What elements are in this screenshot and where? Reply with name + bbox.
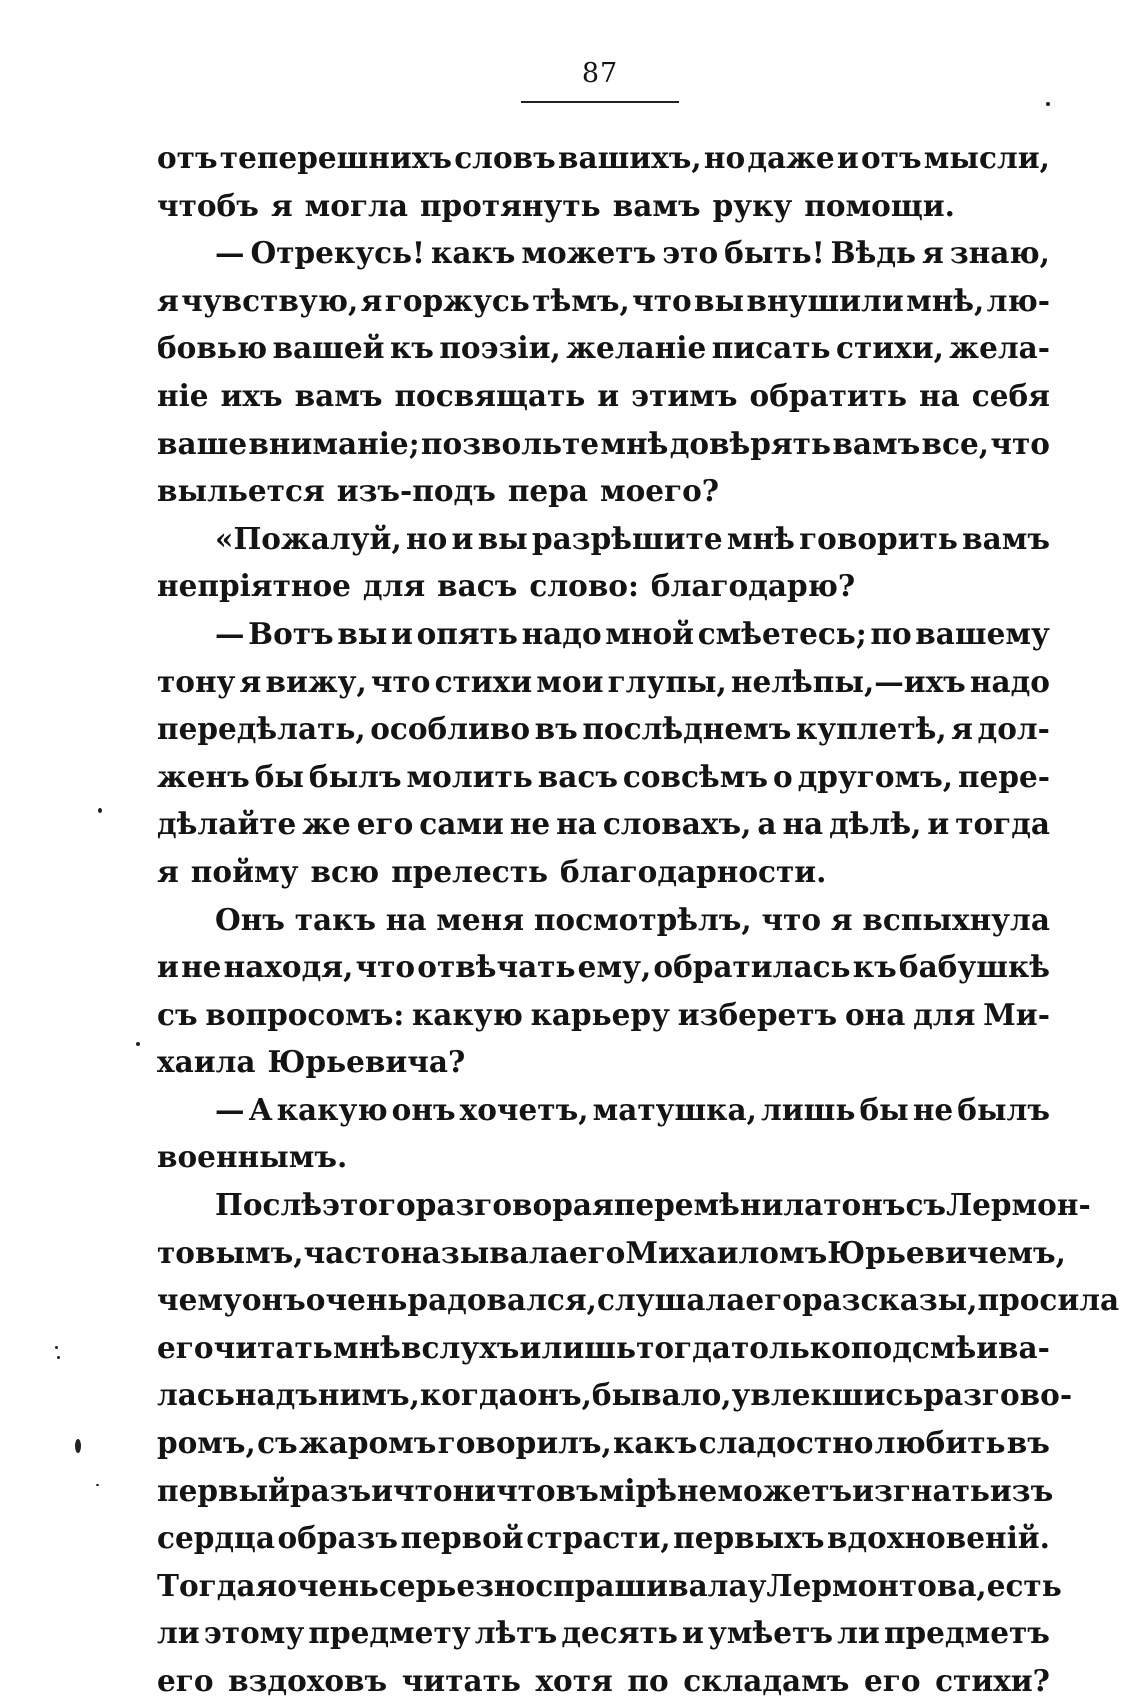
word: разрѣшите xyxy=(532,520,723,556)
word: я xyxy=(360,282,383,318)
word: мнѣ, xyxy=(906,282,985,318)
word: ему, xyxy=(577,949,652,985)
word: очень xyxy=(277,1567,379,1603)
word: и xyxy=(927,806,950,842)
word: изъ xyxy=(989,1472,1054,1508)
text-line xyxy=(157,1514,1050,1562)
word: Юрьевичемъ, xyxy=(827,1234,1066,1270)
word: васъ xyxy=(437,568,518,604)
word: нимъ, xyxy=(317,1377,420,1413)
word: Лермонтова, xyxy=(766,1567,987,1603)
word: Онъ xyxy=(215,901,285,937)
word: послѣднемъ xyxy=(582,711,792,747)
word: въ xyxy=(555,1472,599,1508)
word: ромъ, xyxy=(157,1425,256,1461)
word: теперешнихъ xyxy=(219,140,452,175)
word: вашихъ, xyxy=(557,140,702,175)
word: мірѣ xyxy=(598,1472,677,1508)
word: дѣлайте xyxy=(157,806,297,842)
word: разгово- xyxy=(923,1377,1073,1413)
word: изъ-подъ xyxy=(336,473,496,509)
word: любить xyxy=(874,1425,1006,1461)
text-line xyxy=(157,277,1050,325)
word: протянуть xyxy=(419,187,601,223)
word: «Пожалуй, xyxy=(215,520,402,556)
text-line xyxy=(157,562,1050,610)
word: онъ xyxy=(391,1091,456,1127)
word: хотя xyxy=(535,1663,613,1698)
word: Вѣдь xyxy=(830,235,917,271)
word: читать xyxy=(213,1329,333,1365)
text-line xyxy=(157,372,1050,420)
word: когда xyxy=(419,1377,518,1413)
word: ихъ xyxy=(220,377,283,413)
word: вамъ xyxy=(612,187,701,223)
word: вамъ xyxy=(962,520,1050,556)
word: вашей xyxy=(272,330,385,366)
word: карьеру xyxy=(530,996,670,1032)
word: быть! xyxy=(724,235,825,271)
word: жаромъ xyxy=(298,1425,437,1461)
word: прелесть xyxy=(391,853,549,889)
word: подсмѣива- xyxy=(850,1329,1050,1365)
word: онъ, xyxy=(517,1377,592,1413)
word: тогда xyxy=(955,806,1050,842)
word: хочетъ, xyxy=(459,1091,589,1127)
word: горжусь xyxy=(384,282,530,318)
text-line xyxy=(157,1657,1050,1705)
scan-speck xyxy=(98,808,102,813)
word: благодарности. xyxy=(560,853,827,889)
word: такъ xyxy=(294,901,377,937)
word: складамъ xyxy=(683,1663,850,1698)
word: умѣетъ xyxy=(708,1615,833,1651)
word: говорилъ, xyxy=(437,1425,612,1461)
text-line xyxy=(157,610,1050,658)
word: словахъ, xyxy=(602,806,752,842)
text-line xyxy=(157,1371,1073,1419)
word: особливо xyxy=(370,711,531,747)
word: серьезно xyxy=(378,1567,536,1603)
word: вниманіе; xyxy=(248,425,420,461)
word: внушили xyxy=(746,282,904,318)
scan-speck xyxy=(96,1484,99,1486)
word: — xyxy=(215,235,245,271)
word: хаила xyxy=(157,1044,256,1080)
word: я xyxy=(951,711,973,747)
word: лишь xyxy=(760,1091,856,1127)
word: называла xyxy=(400,1234,569,1270)
word: на xyxy=(556,806,597,842)
word: этого xyxy=(322,1187,416,1223)
word: сердца xyxy=(157,1520,275,1556)
word: товымъ, xyxy=(157,1234,304,1270)
word: вздоховъ xyxy=(228,1663,388,1698)
scan-speck xyxy=(75,1439,81,1453)
word: нелѣпы,—ихъ xyxy=(730,663,966,699)
text-line xyxy=(157,658,1050,706)
word: выльется xyxy=(157,473,325,509)
word: ніе xyxy=(157,377,209,413)
word: его xyxy=(157,1329,214,1365)
text-line xyxy=(157,800,1050,848)
word: десять xyxy=(561,1615,678,1651)
word: а xyxy=(757,806,777,842)
word: бабушкѣ xyxy=(898,949,1050,985)
word: для xyxy=(362,568,426,604)
word: мысли, xyxy=(923,140,1050,175)
word: что xyxy=(761,901,822,937)
word: я xyxy=(270,187,293,223)
word: тону xyxy=(157,663,236,699)
word: вы xyxy=(337,615,388,651)
word: его xyxy=(356,806,414,842)
word: его xyxy=(157,1663,214,1698)
word: совсѣмъ xyxy=(622,758,769,794)
word: разсказы, xyxy=(801,1282,978,1318)
word: Лермон- xyxy=(946,1187,1091,1223)
word: стихи xyxy=(434,663,533,699)
word: какую xyxy=(411,996,523,1032)
word: всю xyxy=(310,853,380,889)
word: моего? xyxy=(599,473,720,509)
text-line xyxy=(157,1324,1050,1372)
word: знаю, xyxy=(949,235,1050,271)
word: ваше xyxy=(157,425,248,461)
word: женъ xyxy=(157,758,250,794)
word: и xyxy=(371,1472,394,1508)
word: первыхъ xyxy=(673,1520,825,1556)
word: и xyxy=(391,615,413,651)
word: Вотъ xyxy=(248,615,334,651)
text-line xyxy=(157,1467,1054,1515)
scan-speck xyxy=(136,1042,140,1046)
word: непріятное xyxy=(157,568,351,604)
word: спрашивала xyxy=(535,1567,748,1603)
text-line xyxy=(157,943,1050,991)
word: вашему xyxy=(915,615,1050,651)
word: меня xyxy=(436,901,525,937)
word: и xyxy=(157,949,179,985)
word: позвольте xyxy=(420,425,600,461)
word: матушка, xyxy=(592,1091,757,1127)
word: глупы, xyxy=(607,663,727,699)
header-rule xyxy=(521,101,679,103)
word: даже xyxy=(747,140,835,175)
text-line xyxy=(157,134,1050,182)
word: страсти, xyxy=(526,1520,671,1556)
word: ничто xyxy=(452,1472,556,1508)
word: Юрьевича? xyxy=(267,1044,466,1080)
word: слушала xyxy=(596,1282,746,1318)
word: руку xyxy=(712,187,793,223)
word: ли xyxy=(837,1615,880,1651)
word: и xyxy=(519,1329,542,1365)
word: я xyxy=(157,282,179,318)
word: но xyxy=(703,140,746,175)
text-line xyxy=(157,420,1050,468)
word: какъ xyxy=(431,235,516,271)
text-line xyxy=(157,1609,1050,1657)
word: можетъ xyxy=(521,235,657,271)
word: смѣетесь; xyxy=(697,615,867,651)
text-line xyxy=(157,1038,1050,1086)
word: и xyxy=(451,520,474,556)
word: посвящать xyxy=(394,377,586,413)
text-line xyxy=(157,705,1050,753)
word: съ xyxy=(257,1425,298,1461)
word: мной xyxy=(605,615,695,651)
word: его xyxy=(568,1234,626,1270)
word: А xyxy=(248,1091,273,1127)
word: предметъ xyxy=(883,1615,1050,1651)
word: опять xyxy=(416,615,518,651)
word: вспыхнула xyxy=(862,901,1050,937)
word: находя, xyxy=(223,949,354,985)
word: чувствую, xyxy=(181,282,359,318)
word: но xyxy=(405,520,448,556)
body-text xyxy=(157,134,1120,1705)
word: сами xyxy=(419,806,504,842)
word: отвѣчать xyxy=(417,949,576,985)
word: сладостно xyxy=(698,1425,874,1461)
word: какъ xyxy=(613,1425,698,1461)
word: увлекшись xyxy=(731,1377,924,1413)
word: Михаиломъ xyxy=(625,1234,828,1270)
word: военнымъ. xyxy=(157,1139,348,1175)
word: для xyxy=(913,996,976,1032)
word: лась xyxy=(157,1377,235,1413)
word: не xyxy=(676,1472,718,1508)
word: помощи. xyxy=(804,187,955,223)
word: разговора xyxy=(415,1187,592,1223)
word: стихи, xyxy=(835,330,944,366)
word: его xyxy=(745,1282,802,1318)
word: — xyxy=(215,615,245,651)
word: дол- xyxy=(977,711,1050,747)
word: себя xyxy=(971,377,1050,413)
word: о xyxy=(772,758,793,794)
text-line xyxy=(157,515,1050,563)
word: вы xyxy=(694,282,745,318)
word: же xyxy=(302,806,351,842)
word: что xyxy=(632,282,692,318)
word: бы xyxy=(859,1091,909,1127)
word: лишь xyxy=(541,1329,636,1365)
word: вы xyxy=(477,520,528,556)
word: мнѣ xyxy=(600,425,669,461)
text-line xyxy=(157,1086,1050,1134)
word: отъ xyxy=(157,140,218,175)
text-line xyxy=(157,467,1050,515)
word: мнѣ xyxy=(726,520,795,556)
word: надо xyxy=(969,663,1050,699)
word: слово: xyxy=(529,568,639,604)
word: есть xyxy=(986,1567,1062,1603)
word: это xyxy=(662,235,719,271)
word: словъ xyxy=(454,140,556,175)
word: Тогда xyxy=(157,1567,256,1603)
word: я xyxy=(830,901,853,937)
word: обратилась xyxy=(653,949,851,985)
word: чему xyxy=(157,1282,242,1318)
word: я xyxy=(255,1567,278,1603)
word: и xyxy=(682,1615,704,1651)
word: я xyxy=(591,1187,614,1223)
text-line xyxy=(157,848,1050,896)
word: я xyxy=(922,235,944,271)
word: какую xyxy=(276,1091,388,1127)
word: просила xyxy=(977,1282,1120,1318)
word: первой xyxy=(400,1520,524,1556)
word: что xyxy=(370,663,431,699)
word: вижу, xyxy=(265,663,367,699)
word: читать xyxy=(401,1663,521,1698)
text-line xyxy=(157,1562,1062,1610)
word: молить xyxy=(406,758,533,794)
word: и xyxy=(836,140,859,175)
word: предмету xyxy=(308,1615,471,1651)
word: этимъ xyxy=(631,377,738,413)
text-line xyxy=(157,896,1050,944)
word: первый xyxy=(157,1472,290,1508)
word: стихи? xyxy=(935,1663,1050,1698)
word: благодарю? xyxy=(650,568,856,604)
word: въ xyxy=(1006,1425,1050,1461)
word: писать xyxy=(711,330,831,366)
word: она xyxy=(844,996,906,1032)
word: очень xyxy=(305,1282,408,1318)
word: что xyxy=(355,949,416,985)
word: на xyxy=(919,377,960,413)
word: и xyxy=(597,377,620,413)
word: жела- xyxy=(949,330,1050,366)
text-line xyxy=(157,1229,1066,1277)
word: съ xyxy=(905,1187,947,1223)
word: что xyxy=(393,1472,453,1508)
word: чтобъ xyxy=(157,187,259,223)
word: передѣлать, xyxy=(157,711,366,747)
word: можетъ xyxy=(717,1472,853,1508)
text-line xyxy=(157,229,1050,277)
word: не xyxy=(912,1091,954,1127)
word: Послѣ xyxy=(215,1187,323,1223)
text-line xyxy=(157,991,1050,1039)
word: Ми- xyxy=(983,996,1050,1032)
text-line xyxy=(157,1181,1091,1229)
word: куплетѣ, xyxy=(795,711,947,747)
word: изгнать xyxy=(852,1472,990,1508)
page-number: 87 xyxy=(581,58,619,89)
word: на xyxy=(782,806,824,842)
word: былъ xyxy=(957,1091,1050,1127)
word: тогда xyxy=(636,1329,731,1365)
word: я xyxy=(239,663,262,699)
word: бовью xyxy=(157,330,268,366)
word: вопросомъ: xyxy=(205,996,405,1032)
word: лѣтъ xyxy=(474,1615,558,1651)
word: другомъ, xyxy=(797,758,954,794)
scan-speck xyxy=(1046,102,1050,106)
word: изберетъ xyxy=(677,996,838,1032)
word: не xyxy=(509,806,551,842)
word: его xyxy=(863,1663,921,1698)
word: тѣмъ, xyxy=(532,282,630,318)
word: къ xyxy=(389,330,434,366)
word: въ xyxy=(534,711,578,747)
word: Отрекусь! xyxy=(250,235,426,271)
word: вамъ xyxy=(294,377,383,413)
word: все, xyxy=(921,425,990,461)
word: пойму xyxy=(190,853,299,889)
word: этому xyxy=(203,1615,305,1651)
word: онъ xyxy=(241,1282,306,1318)
word: вдохновеній. xyxy=(827,1520,1050,1556)
word: по xyxy=(627,1663,669,1698)
word: не xyxy=(181,949,222,985)
word: говорить xyxy=(799,520,958,556)
text-line xyxy=(157,324,1050,372)
word: желаніе xyxy=(566,330,707,366)
word: вслухъ xyxy=(401,1329,520,1365)
word: васъ xyxy=(537,758,618,794)
word: пере- xyxy=(957,758,1050,794)
word: я xyxy=(157,853,179,889)
scan-speck xyxy=(55,1346,58,1349)
word: — xyxy=(215,1091,245,1127)
word: что xyxy=(990,425,1050,461)
word: часто xyxy=(303,1234,401,1270)
word: по xyxy=(870,615,912,651)
word: мнѣ xyxy=(332,1329,401,1365)
word: посмотрѣлъ, xyxy=(533,901,752,937)
text-line xyxy=(157,1276,1120,1324)
word: пера xyxy=(507,473,588,509)
word: у xyxy=(747,1567,767,1603)
word: къ xyxy=(852,949,897,985)
word: надо xyxy=(521,615,602,651)
word: обратить xyxy=(749,377,908,413)
word: разъ xyxy=(289,1472,372,1508)
word: отъ xyxy=(861,140,922,175)
word: съ xyxy=(157,996,198,1032)
word: бы xyxy=(254,758,304,794)
text-line xyxy=(157,1133,1050,1181)
word: дѣлѣ, xyxy=(829,806,922,842)
text-line xyxy=(157,182,1050,230)
word: радовался, xyxy=(407,1282,597,1318)
word: только xyxy=(731,1329,851,1365)
word: ли xyxy=(157,1615,200,1651)
word: довѣрять xyxy=(669,425,831,461)
word: надъ xyxy=(234,1377,318,1413)
word: былъ xyxy=(308,758,402,794)
word: мои xyxy=(536,663,604,699)
word: тонъ xyxy=(823,1187,906,1223)
word: перемѣнила xyxy=(613,1187,824,1223)
text-line xyxy=(157,753,1050,801)
word: на xyxy=(385,901,427,937)
word: бывало, xyxy=(591,1377,732,1413)
word: могла xyxy=(304,187,408,223)
text-line xyxy=(157,1419,1050,1467)
word: лю- xyxy=(986,282,1050,318)
word: поэзіи, xyxy=(439,330,561,366)
word: вамъ xyxy=(832,425,921,461)
scan-speck xyxy=(57,1356,60,1359)
word: образъ xyxy=(277,1520,399,1556)
